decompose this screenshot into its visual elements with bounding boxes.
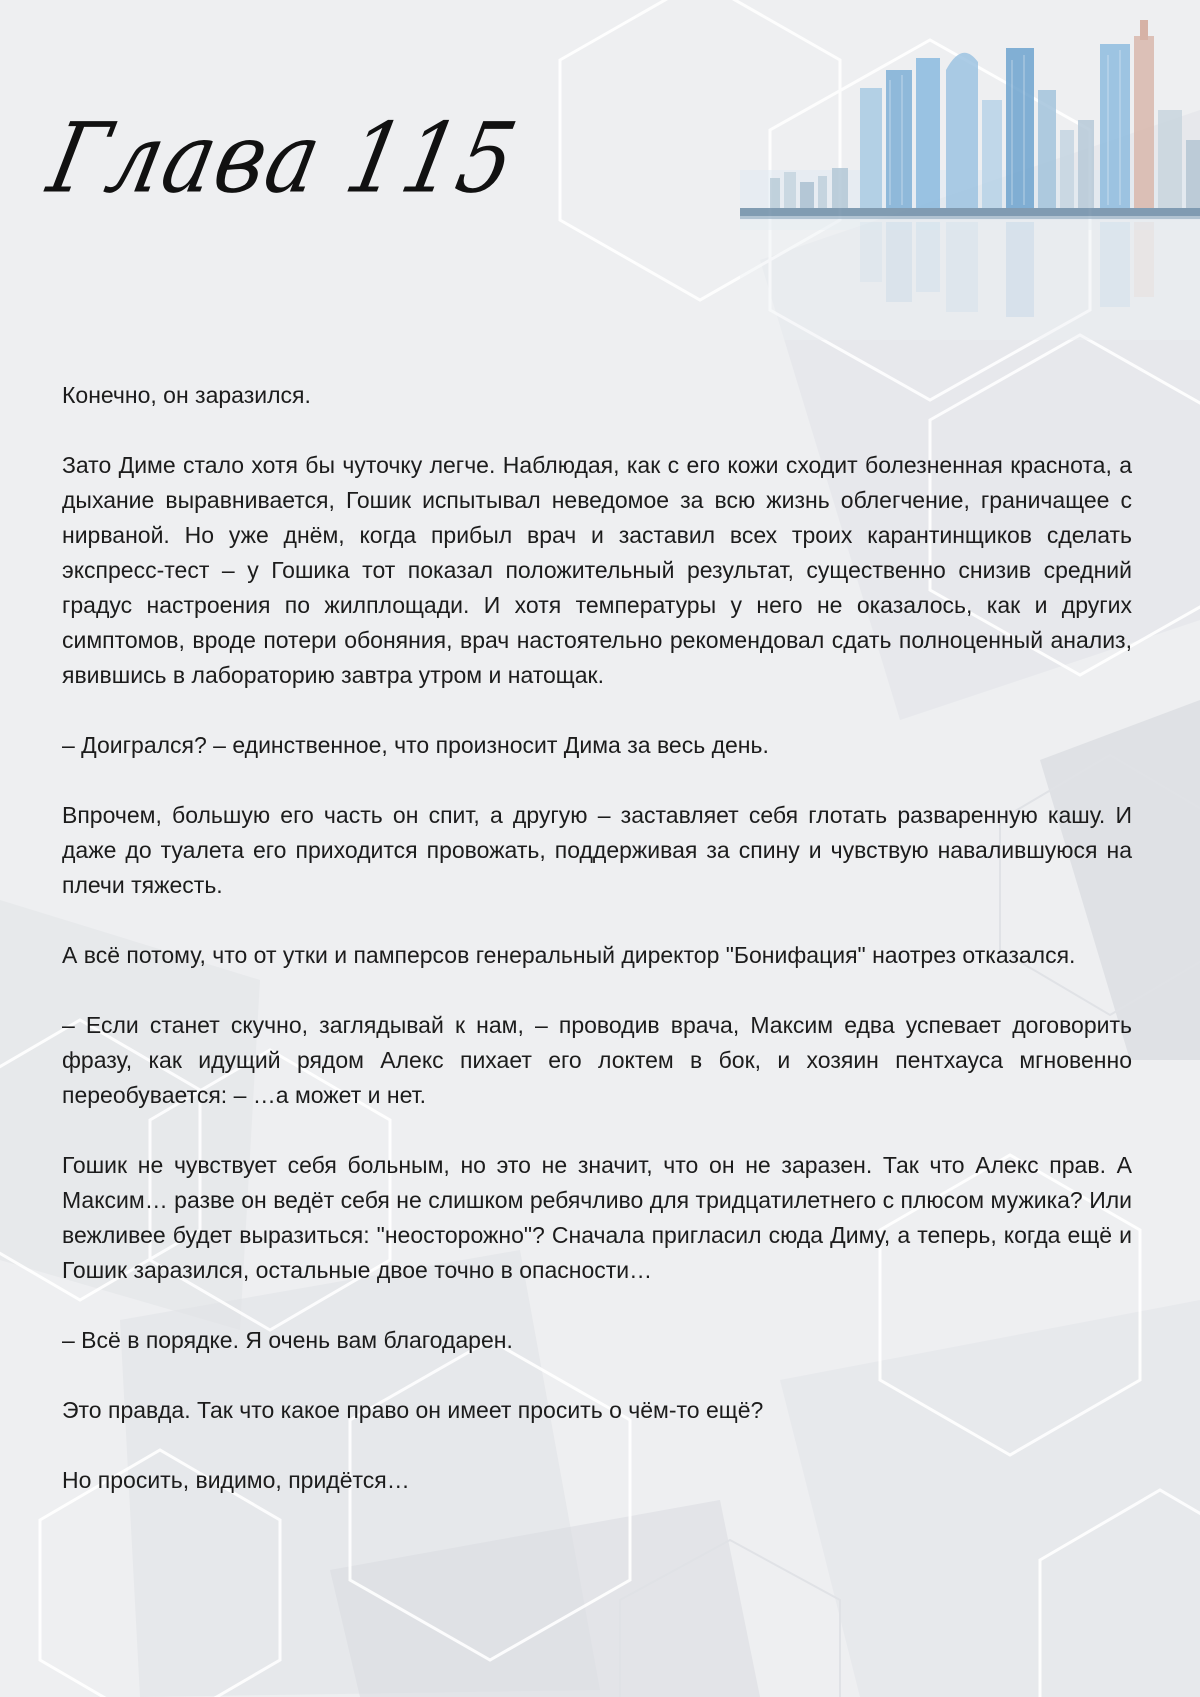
city-skyline-illustration — [740, 0, 1200, 400]
paragraph: – Доигрался? – единственное, что произносит Дима за весь день. — [62, 732, 769, 758]
paragraph: Зато Диме стало хотя бы чуточку легче. Наблюдая, как с его кожи сходит болезненная краснота, а дыхание выравнивается, Гошик испытывал неведомое за всю жизнь облегчение, граничащее с нирваной. Но уже днём, когда прибыл врач и заставил всех троих карантинщиков сделать экспресс-тест – у Гошика тот показал положительный результат, существенно снизив средний градус настроения по жилплощади. И хотя температуры у него не оказалось, как и других симптомов, вроде потери обоняния, врач настоятельно рекомендовал сдать полноценный анализ, явившись в лабораторию завтра утром и натощак. — [62, 452, 1132, 688]
chapter-text — [62, 378, 1132, 1533]
chapter-title: Глава 115 — [39, 101, 527, 215]
paragraph: – Всё в порядке. Я очень вам благодарен. — [62, 1327, 513, 1353]
paragraph: Гошик не чувствует себя больным, но это не значит, что он не заразен. Так что Алекс прав. А Максим… разве он ведёт себя не слишком ребячливо для тридцатилетнего с плюсом мужика? Или вежливее будет выразиться: "неосторожно"? Сначала пригласил сюда Диму, а теперь, когда ещё и Гошик заразился, остальные двое точно в опасности… — [62, 1152, 1132, 1283]
paragraph: Но просить, видимо, придётся… — [62, 1467, 410, 1493]
paragraph: Впрочем, большую его часть он спит, а другую – заставляет себя глотать разваренную кашу. И даже до туалета его приходится провожать, поддерживая за спину и чувствую навалившуюся на плечи тяжесть. — [62, 802, 1132, 898]
paragraph: Это правда. Так что какое право он имеет просить о чём-то ещё? — [62, 1397, 764, 1423]
paragraph: – Если станет скучно, заглядывай к нам, – проводив врача, Максим едва успевает договорить фразу, как идущий рядом Алекс пихает его локтем в бок, и хозяин пентхауса мгновенно переобувается: – …а может и нет. — [62, 1012, 1132, 1108]
paragraph: А всё потому, что от утки и памперсов генеральный директор "Бонифация" наотрез отказался. — [62, 942, 1076, 968]
paragraph: Конечно, он заразился. — [62, 382, 311, 408]
